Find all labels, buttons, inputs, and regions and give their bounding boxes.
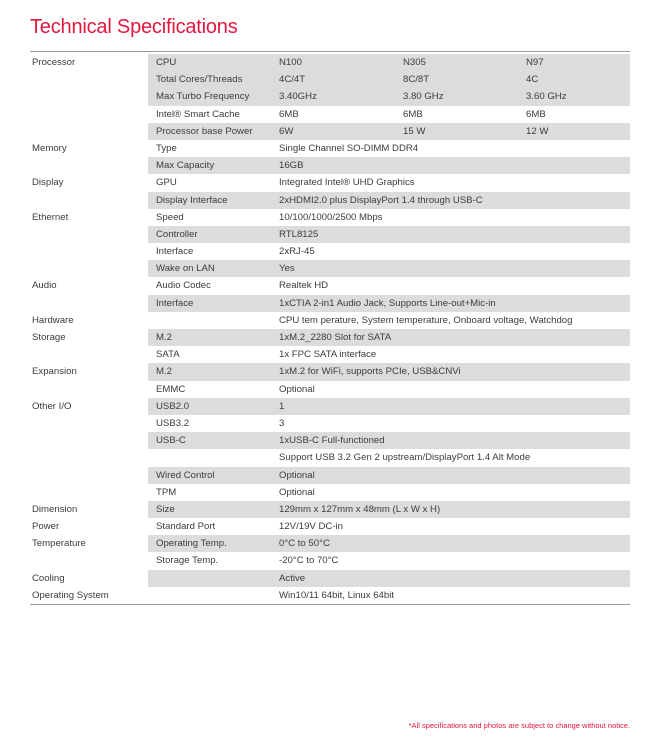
row-background bbox=[148, 243, 630, 260]
row-background bbox=[148, 54, 630, 71]
row-background bbox=[148, 570, 630, 587]
spec-item: USB2.0 bbox=[156, 400, 190, 412]
spec-item: USB3.2 bbox=[156, 417, 190, 429]
spec-item: Standard Port bbox=[156, 521, 216, 533]
spec-value: 12V/19V DC-in bbox=[279, 521, 343, 533]
spec-row bbox=[30, 88, 630, 105]
spec-item: Interface bbox=[156, 297, 194, 309]
spec-value: 1xM.2 for WiFi, supports PCIe, USB&CNVi bbox=[279, 366, 461, 378]
row-background bbox=[148, 260, 630, 277]
spec-row bbox=[30, 501, 630, 518]
spec-value: RTL8125 bbox=[279, 228, 319, 240]
spec-value: 1xCTIA 2-in1 Audio Jack, Supports Line-out+Mic-in bbox=[279, 297, 496, 309]
spec-value: 4C/4T bbox=[279, 74, 306, 86]
spec-value-n97: N97 bbox=[526, 57, 544, 68]
spec-item: Wake on LAN bbox=[156, 263, 215, 275]
spec-item: Audio Codec bbox=[156, 280, 211, 292]
spec-row bbox=[30, 174, 630, 191]
spec-row bbox=[30, 467, 630, 484]
spec-category: Dimension bbox=[32, 503, 78, 515]
spec-value: 3 bbox=[279, 417, 285, 429]
spec-item: Total Cores/Threads bbox=[156, 74, 243, 86]
spec-category: Power bbox=[32, 521, 60, 533]
spec-category: Storage bbox=[32, 332, 66, 343]
spec-row bbox=[30, 398, 630, 415]
spec-row bbox=[30, 71, 630, 88]
spec-value-n97: 3.60 GHz bbox=[526, 91, 567, 103]
spec-item: GPU bbox=[156, 177, 177, 189]
spec-row bbox=[30, 243, 630, 260]
spec-category: Audio bbox=[32, 280, 57, 292]
spec-value: 1x FPC SATA interface bbox=[279, 349, 377, 361]
row-background bbox=[148, 381, 630, 398]
spec-item: Intel® Smart Cache bbox=[156, 108, 240, 120]
spec-item: Speed bbox=[156, 211, 184, 223]
spec-row bbox=[30, 346, 630, 363]
spec-row bbox=[30, 226, 630, 243]
table-top-rule bbox=[30, 51, 630, 52]
spec-row bbox=[30, 381, 630, 398]
spec-item: Type bbox=[156, 142, 177, 154]
spec-value: 2xHDMI2.0 plus DisplayPort 1.4 through USB-C bbox=[279, 194, 483, 206]
spec-row bbox=[30, 329, 630, 346]
spec-row bbox=[30, 295, 630, 312]
spec-category: Memory bbox=[32, 142, 67, 154]
spec-value: Single Channel SO-DIMM DDR4 bbox=[279, 142, 419, 154]
row-background bbox=[148, 157, 630, 174]
spec-row bbox=[30, 570, 630, 587]
spec-item: TPM bbox=[156, 486, 177, 498]
row-background bbox=[148, 398, 630, 415]
spec-value: Yes bbox=[279, 263, 295, 275]
spec-value: 1xM.2_2280 Slot for SATA bbox=[279, 332, 392, 343]
spec-category: Expansion bbox=[32, 366, 77, 378]
spec-row bbox=[30, 312, 630, 329]
row-background bbox=[148, 467, 630, 484]
spec-row bbox=[30, 54, 630, 71]
spec-value-n97: 12 W bbox=[526, 125, 549, 137]
spec-item: Max Capacity bbox=[156, 160, 215, 172]
spec-value: CPU tem perature, System temperature, Onboard voltage, Watchdog bbox=[279, 314, 573, 326]
spec-value: 129mm x 127mm x 48mm (L x W x H) bbox=[279, 503, 441, 515]
spec-row bbox=[30, 432, 630, 449]
spec-value: N100 bbox=[279, 57, 302, 68]
spec-value: 10/100/1000/2500 Mbps bbox=[279, 211, 383, 223]
spec-row bbox=[30, 552, 630, 569]
spec-row bbox=[30, 518, 630, 535]
row-background bbox=[148, 415, 630, 432]
row-background bbox=[148, 552, 630, 569]
spec-value: 1xUSB-C Full-functioned bbox=[279, 435, 385, 447]
spec-value-n305: 8C/8T bbox=[403, 74, 430, 86]
spec-value: 6W bbox=[279, 125, 294, 137]
spec-value: 0°C to 50°C bbox=[279, 538, 330, 550]
spec-value: Optional bbox=[279, 486, 315, 498]
spec-row bbox=[30, 260, 630, 277]
spec-item: CPU bbox=[156, 57, 177, 68]
spec-category: Ethernet bbox=[32, 211, 69, 223]
spec-value: 16GB bbox=[279, 160, 304, 172]
spec-item: EMMC bbox=[156, 383, 186, 395]
spec-item: Operating Temp. bbox=[156, 538, 227, 550]
spec-value: Optional bbox=[279, 469, 315, 481]
spec-value-n305: 3.80 GHz bbox=[403, 91, 444, 103]
spec-item: Size bbox=[156, 503, 175, 515]
page-title: Technical Specifications bbox=[30, 16, 238, 38]
spec-value: -20°C to 70°C bbox=[279, 555, 339, 567]
spec-value: Active bbox=[279, 572, 306, 584]
spec-row bbox=[30, 157, 630, 174]
table-bottom-rule bbox=[30, 604, 630, 605]
spec-item: Storage Temp. bbox=[156, 555, 219, 567]
spec-row bbox=[30, 192, 630, 209]
spec-row bbox=[30, 140, 630, 157]
spec-table bbox=[30, 54, 630, 604]
spec-category: Processor bbox=[32, 57, 76, 68]
spec-item: Wired Control bbox=[156, 469, 215, 481]
spec-row bbox=[30, 415, 630, 432]
row-background bbox=[148, 209, 630, 226]
spec-row bbox=[30, 106, 630, 123]
spec-category: Other I/O bbox=[32, 400, 72, 412]
spec-value-n305: 15 W bbox=[403, 125, 426, 137]
spec-value: Win10/11 64bit, Linux 64bit bbox=[279, 589, 395, 601]
row-background bbox=[148, 518, 630, 535]
footnote: *All specifications and photos are subject to change without notice. bbox=[408, 721, 630, 730]
spec-category: Display bbox=[32, 177, 64, 189]
spec-row bbox=[30, 363, 630, 380]
spec-value: Integrated Intel® UHD Graphics bbox=[279, 177, 415, 189]
spec-value: Optional bbox=[279, 383, 315, 395]
spec-item: SATA bbox=[156, 349, 180, 361]
spec-row bbox=[30, 277, 630, 294]
spec-row bbox=[30, 449, 630, 466]
spec-row bbox=[30, 209, 630, 226]
spec-item: M.2 bbox=[156, 332, 172, 343]
row-background bbox=[148, 432, 630, 449]
spec-value: Realtek HD bbox=[279, 280, 329, 292]
spec-category: Hardware bbox=[32, 314, 74, 326]
spec-item: M.2 bbox=[156, 366, 172, 378]
spec-category: Temperature bbox=[32, 538, 86, 550]
spec-row bbox=[30, 484, 630, 501]
spec-value: Support USB 3.2 Gen 2 upstream/DisplayPort 1.4 Alt Mode bbox=[279, 452, 531, 464]
spec-value: 2xRJ-45 bbox=[279, 246, 315, 258]
row-background bbox=[148, 277, 630, 294]
spec-item: USB-C bbox=[156, 435, 186, 447]
spec-row bbox=[30, 587, 630, 604]
spec-item: Controller bbox=[156, 228, 198, 240]
spec-value-n305: N305 bbox=[403, 57, 426, 68]
spec-row bbox=[30, 123, 630, 140]
row-background bbox=[148, 484, 630, 501]
spec-category: Cooling bbox=[32, 572, 65, 584]
spec-item: Interface bbox=[156, 246, 194, 258]
spec-item: Display Interface bbox=[156, 194, 228, 206]
spec-value-n97: 6MB bbox=[526, 108, 546, 120]
spec-value: 6MB bbox=[279, 108, 299, 120]
spec-item: Processor base Power bbox=[156, 125, 253, 137]
spec-value: 1 bbox=[279, 400, 285, 412]
spec-value-n97: 4C bbox=[526, 74, 539, 86]
spec-value: 3.40GHz bbox=[279, 91, 317, 103]
spec-item: Max Turbo Frequency bbox=[156, 91, 250, 103]
spec-row bbox=[30, 535, 630, 552]
row-background bbox=[148, 226, 630, 243]
spec-category: Operating System bbox=[32, 589, 109, 601]
spec-value-n305: 6MB bbox=[403, 108, 423, 120]
row-background bbox=[148, 346, 630, 363]
